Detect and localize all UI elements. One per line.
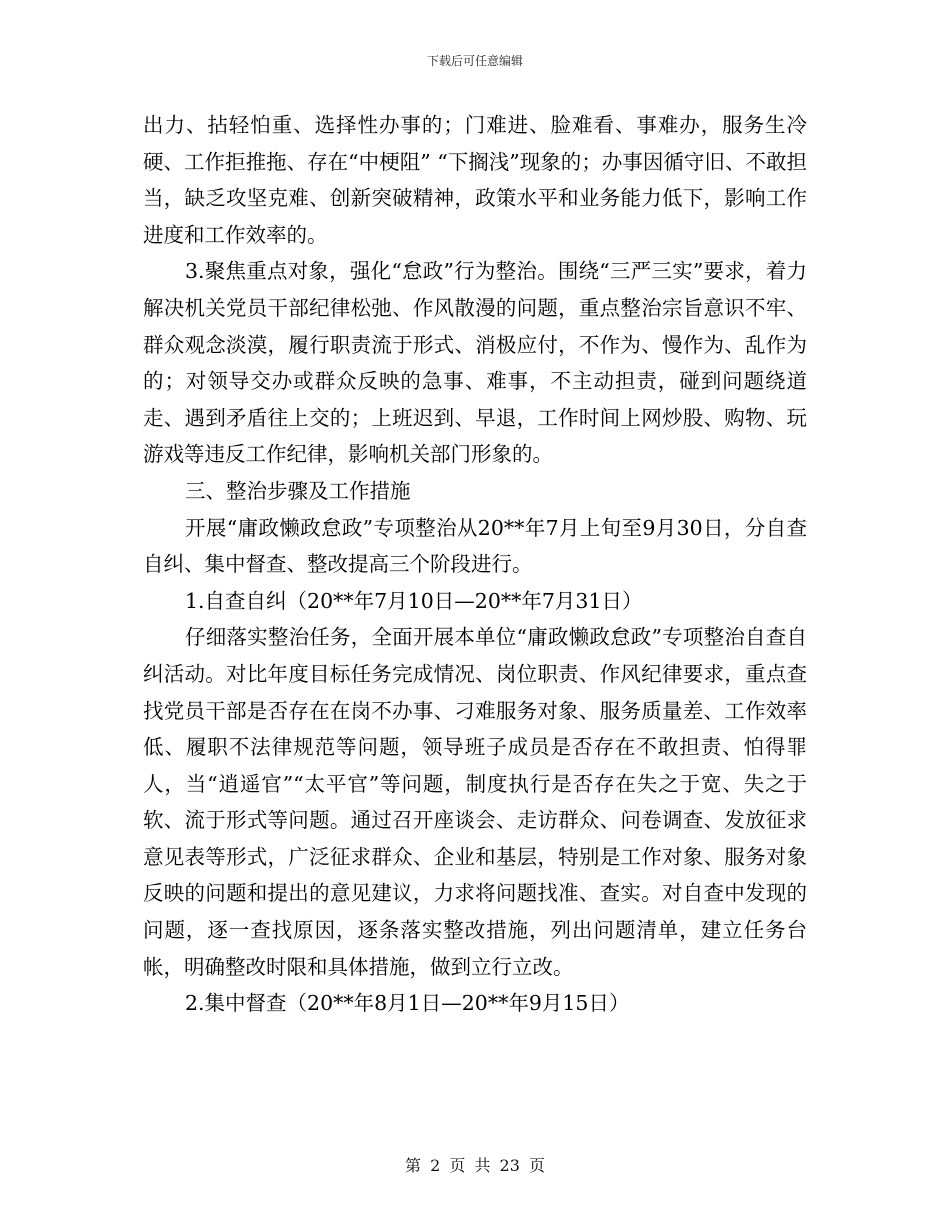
paragraph-continuation: 出力、拈轻怕重、选择性办事的；门难进、脸难看、事难办，服务生冷硬、工作拒推拖、存在“中梗阻” “下搁浅”现象的；办事因循守旧、不敢担当，缺乏攻坚克难、创新突破精神，政策水平和业务能力低下，影响工作进度和工作效率的。 [143,113,807,247]
step-heading-1: 1.自查自纠（20**年7月10日—20**年7月31日） [185,588,643,613]
paragraph-intro: 开展“庸政懒政怠政”专项整治从20**年7月上旬至9月30日，分自查自纠、集中督查、整改提高三个阶段进行。 [143,515,807,577]
page-footer: 第 2 页 共 23 页 [405,1156,545,1175]
document-body [143,107,807,1022]
page-header: 下载后可任意编辑 [426,54,523,68]
paragraph-step-1: 仔细落实整治任务，全面开展本单位“庸政懒政怠政”专项整治自查自纠活动。对比年度目标任务完成情况、岗位职责、作风纪律要求，重点查找党员干部是否存在在岗不办事、刁难服务对象、服务质量差、工作效率低、履职不法律规范等问题，领导班子成员是否存在不敢担责、怕得罪人，当“逍遥官”“太平官”等问题，制度执行是否存在失之于宽、失之于软、流于形式等问题。通过召开座谈会、走访群众、问卷调查、发放征求意见表等形式，广泛征求群众、企业和基层，特别是工作对象、服务对象反映的问题和提出的意见建议，力求将问题找准、查实。对自查中发现的问题，逐一查找原因，逐条落实整改措施，列出问题清单，建立任务台帐，明确整改时限和具体措施，做到立行立改。 [143,625,807,979]
section-heading: 三、整治步骤及工作措施 [185,478,411,503]
paragraph-item-3: 3.聚焦重点对象，强化“怠政”行为整治。围绕“三严三实”要求，着力解决机关党员干部纪律松弛、作风散漫的问题，重点整治宗旨意识不牢、群众观念淡漠，履行职责流于形式、消极应付，不作为、慢作为、乱作为的；对领导交办或群众反映的急事、难事，不主动担责，碰到问题绕道走、遇到矛盾往上交的；上班迟到、早退，工作时间上网炒股、购物、玩游戏等违反工作纪律，影响机关部门形象的。 [143,259,807,467]
step-heading-2: 2.集中督查（20**年8月1日—20**年9月15日） [185,991,630,1016]
